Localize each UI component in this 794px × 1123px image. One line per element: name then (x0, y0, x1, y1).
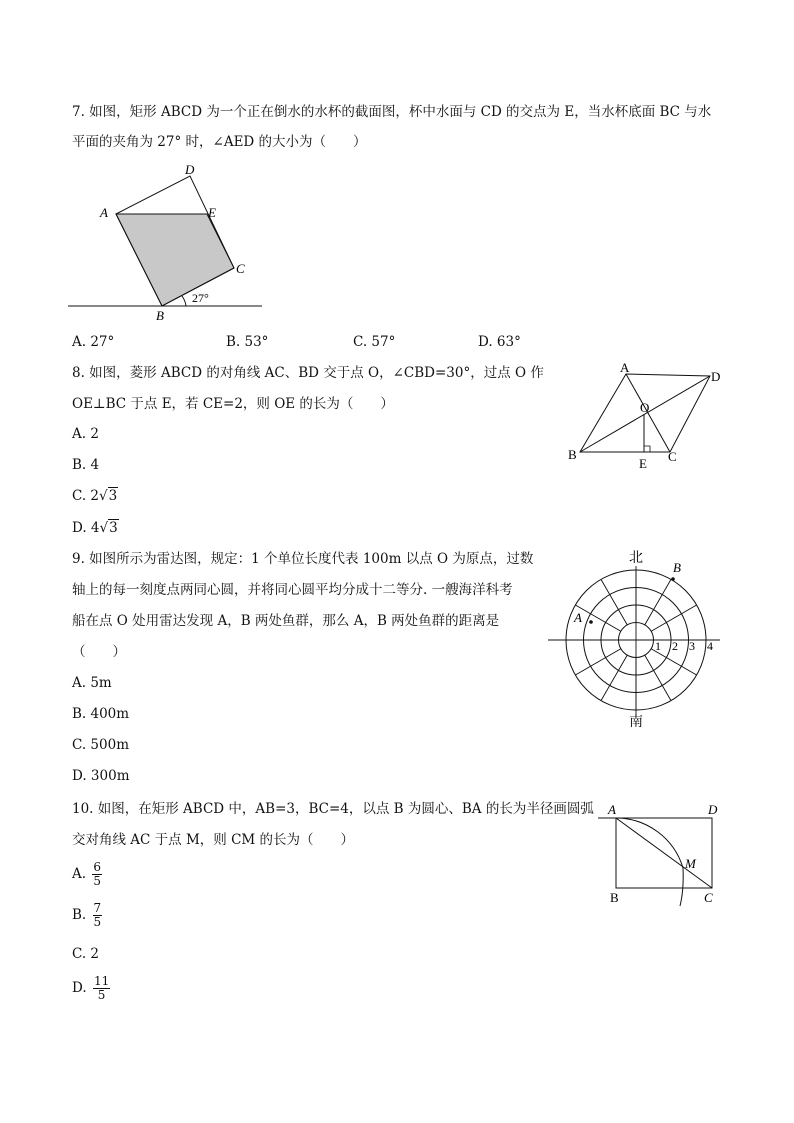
q9-text-line3: 船在点 O 处用雷达发现 A，B 两处鱼群，那么 A，B 两处鱼群的距离是 (72, 613, 500, 629)
q7-angle-label: 27° (192, 291, 209, 305)
q7-option-b[interactable]: B. 53° (226, 334, 269, 350)
sqrt-symbol: √3 (99, 520, 118, 536)
radar-spoke (645, 579, 671, 624)
q9-option-b[interactable]: B. 400m (72, 706, 130, 722)
q7-option-d[interactable]: D. 63° (478, 334, 521, 350)
radar-spoke (575, 649, 620, 675)
q10-label-b: B (610, 890, 619, 905)
q7-label-c: C (236, 261, 245, 276)
q7-option-a[interactable]: A. 27° (72, 334, 115, 350)
q9-radar-figure (546, 546, 726, 734)
q10-option-a[interactable]: A. $\frac{6}{5}$ (72, 860, 101, 888)
q9-tick-2: 2 (672, 639, 678, 653)
q7-text-line1: 7. 如图，矩形 ABCD 为一个正在倒水的水杯的截面图，杯中水面与 CD 的交点为 E，当水杯底面 BC 与水 (72, 104, 712, 120)
q7-label-b: B (156, 308, 164, 323)
q9-option-c[interactable]: C. 500m (72, 737, 129, 753)
q10-option-d[interactable]: D. $\frac{11}{5}$ (72, 974, 110, 1002)
q9-tick-1: 1 (655, 639, 661, 653)
radar-spoke (651, 605, 696, 631)
q7-figure (60, 160, 270, 330)
fraction: $\frac{7}{5}$ (93, 901, 102, 929)
q10-figure (596, 798, 728, 910)
q8-label-c: C (668, 449, 677, 464)
q9-option-d[interactable]: D. 300m (72, 768, 130, 784)
q10-label-m: M (685, 856, 696, 871)
q8-label-o: O (640, 400, 650, 415)
fraction: $\frac{6}{5}$ (93, 860, 101, 888)
q10-option-c[interactable]: C. 2 (72, 946, 100, 962)
q7-option-c[interactable]: C. 57° (353, 334, 396, 350)
q9-tick-3: 3 (689, 639, 695, 653)
q10-text-line2: 交对角线 AC 于点 M，则 CM 的长为（ ） (72, 832, 355, 848)
q7-label-d: D (185, 162, 195, 177)
q8-figure (560, 358, 740, 476)
radar-spoke (601, 579, 627, 624)
q8-label-b: B (568, 447, 577, 462)
q10-label-d: D (708, 802, 718, 817)
sqrt-symbol: √3 (99, 488, 118, 504)
q9-text-line1: 9. 如图所示为雷达图，规定：1 个单位长度代表 100m 以点 O 为原点，过数 (72, 551, 534, 567)
q9-label-b: B (673, 560, 681, 575)
q9-label-a: A (574, 610, 582, 625)
radar-spoke (601, 655, 627, 700)
q8-option-a[interactable]: A. 2 (72, 426, 99, 442)
q9-option-a[interactable]: A. 5m (72, 675, 112, 691)
q8-option-b[interactable]: B. 4 (72, 457, 100, 473)
q8-option-c[interactable]: C. 2√3 (72, 488, 118, 504)
q8-text-line1: 8. 如图，菱形 ABCD 的对角线 AC、BD 交于点 O，∠CBD=30°，过点 O 作 (72, 365, 544, 381)
q8-label-a: A (620, 360, 630, 375)
q10-label-a: A (608, 802, 616, 817)
q7-text-line2: 平面的夹角为 27° 时，∠AED 的大小为（ ） (72, 134, 367, 150)
radar-spoke (645, 655, 671, 700)
q10-option-b[interactable]: B. $\frac{7}{5}$ (72, 901, 102, 929)
q9-south-label: 南 (629, 715, 643, 730)
q8-text-line2: OE⊥BC 于点 E，若 CE=2，则 OE 的长为（ ） (72, 396, 394, 412)
q8-option-d[interactable]: D. 4√3 (72, 520, 118, 536)
q10-label-c: C (704, 890, 713, 905)
q7-label-a: A (100, 205, 108, 220)
radar-spoke (575, 605, 620, 631)
q7-label-e: E (208, 205, 216, 220)
fraction: $\frac{11}{5}$ (93, 974, 110, 1002)
q8-label-d: D (711, 369, 721, 384)
q10-text-line1: 10. 如图，在矩形 ABCD 中，AB=3，BC=4，以点 B 为圆心、BA 的长为半径画圆弧 (72, 801, 594, 817)
q9-text-line4: （ ） (72, 644, 126, 660)
q8-label-e: E (639, 456, 647, 471)
q9-tick-4: 4 (707, 639, 713, 653)
q9-text-line2: 轴上的每一刻度点两同心圆，并将同心圆平均分成十二等分. 一艘海洋科考 (72, 582, 513, 598)
q9-north-label: 北 (629, 551, 643, 566)
